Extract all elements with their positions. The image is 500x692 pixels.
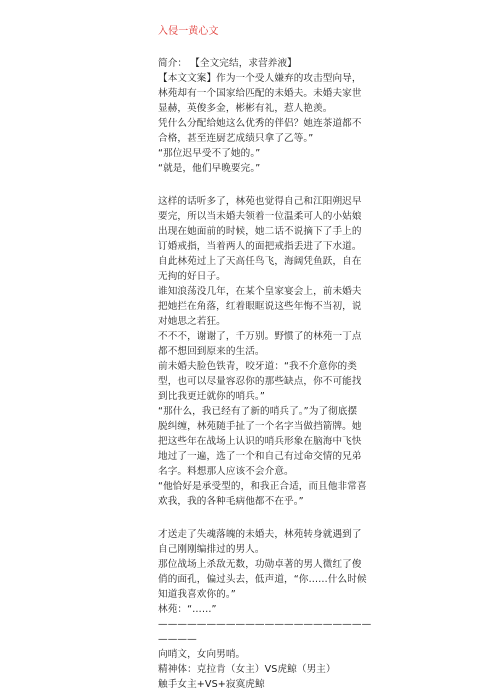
text-line: 俏的面孔，偏过头去，低声道，“你……什么时候 [158,574,367,585]
text-line: 把她拦在角落，红着眼眶说这些年悔不当初，说 [158,301,362,312]
divider-line: ———— [158,634,197,645]
text-line: 林苑：“……” [158,604,217,615]
text-line: 欢我，我的各种毛病他都不在乎。” [158,496,304,507]
text-line: 显赫，英俊多金，彬彬有礼，惹人艳羡。 [158,103,333,114]
text-line: 前未婚夫脸色铁青，咬牙道：“我不介意你的类 [158,361,357,372]
text-line: 简介： 【全文完结，求营养液】 [158,58,297,69]
text-line: 要完，所以当未婚夫领着一位温柔可人的小姑娘 [158,211,362,222]
text-line: 对她思之若狂。 [158,316,226,327]
text-line: “他恰好是承受型的，和我正合适，而且他非常喜 [158,481,367,492]
paragraph-gap [158,509,350,527]
text-line: 地过了一遍，选了一个和自己有过命交情的兄弟 [158,451,362,462]
divider-line: —————————————————————— [158,619,372,630]
paragraph-gap [158,176,350,194]
story-block [158,194,367,509]
ending-block [158,527,372,692]
text-line: 脱纠缠，林苑随手扯了一个名字当做挡箭牌。她 [158,421,362,432]
text-line: 合格，甚至连厨艺成绩只拿了乙等。” [158,133,314,144]
text-line: 向哨文，女向男哨。 [158,649,246,660]
text-line: 凭什么分配给她这么优秀的伴侣？她连茶道都不 [158,118,362,129]
text-line: 【本文文案】作为一个受人嫌弃的攻击型向导， [158,73,362,84]
text-line: 名字。料想那人应该不会介意。 [158,466,294,477]
text-line: “那位迟早受不了她的。” [158,148,261,159]
text-line: 知道我喜欢你的。” [158,589,236,600]
title-link[interactable]: 入侵一黄心文 [158,26,219,37]
text-line: 把这些年在战场上认识的哨兵形象在脑海中飞快 [158,436,362,447]
text-line: 谁知浪荡没几年，在某个皇家宴会上，前未婚夫 [158,286,362,297]
text-line: 林苑却有一个国家给匹配的未婚夫。未婚夫家世 [158,88,362,99]
text-line: 型，也可以尽量容忍你的那些缺点，你不可能找 [158,376,362,387]
text-line: 那位战场上杀敌无数，功勋卓著的男人微红了俊 [158,559,362,570]
text-line: “那什么，我已经有了新的哨兵了。”为了彻底摆 [158,406,358,417]
text-line: 触手女主+VS+寂寞虎鲸 [158,679,265,690]
text-line: 都不想回到原来的生活。 [158,346,265,357]
text-line: 自己刚刚编排过的男人。 [158,544,265,555]
text-line: 订婚戒指，当着两人的面把戒指丢进了下水道。 [158,241,362,252]
text-line: 这样的话听多了，林苑也觉得自己和江阳朔迟早 [158,196,362,207]
text-line: 精神体：克拉肯（女主）VS虎鲸（男主） [158,664,336,675]
synopsis-block [158,56,362,176]
text-line: 才送走了失魂落魄的未婚夫，林苑转身就遇到了 [158,529,362,540]
text-line: 无拘的好日子。 [158,271,226,282]
text-line: 出现在她面前的时候，她二话不说摘下了手上的 [158,226,362,237]
text-line: 不不不，谢谢了，千万别。野惯了的林苑一丁点 [158,331,362,342]
text-line: “就是，他们早晚要完。” [158,163,261,174]
text-line: 到比我更迁就你的哨兵。” [158,391,265,402]
text-line: 自此林苑过上了天高任鸟飞，海阔凭鱼跃，自在 [158,256,362,267]
